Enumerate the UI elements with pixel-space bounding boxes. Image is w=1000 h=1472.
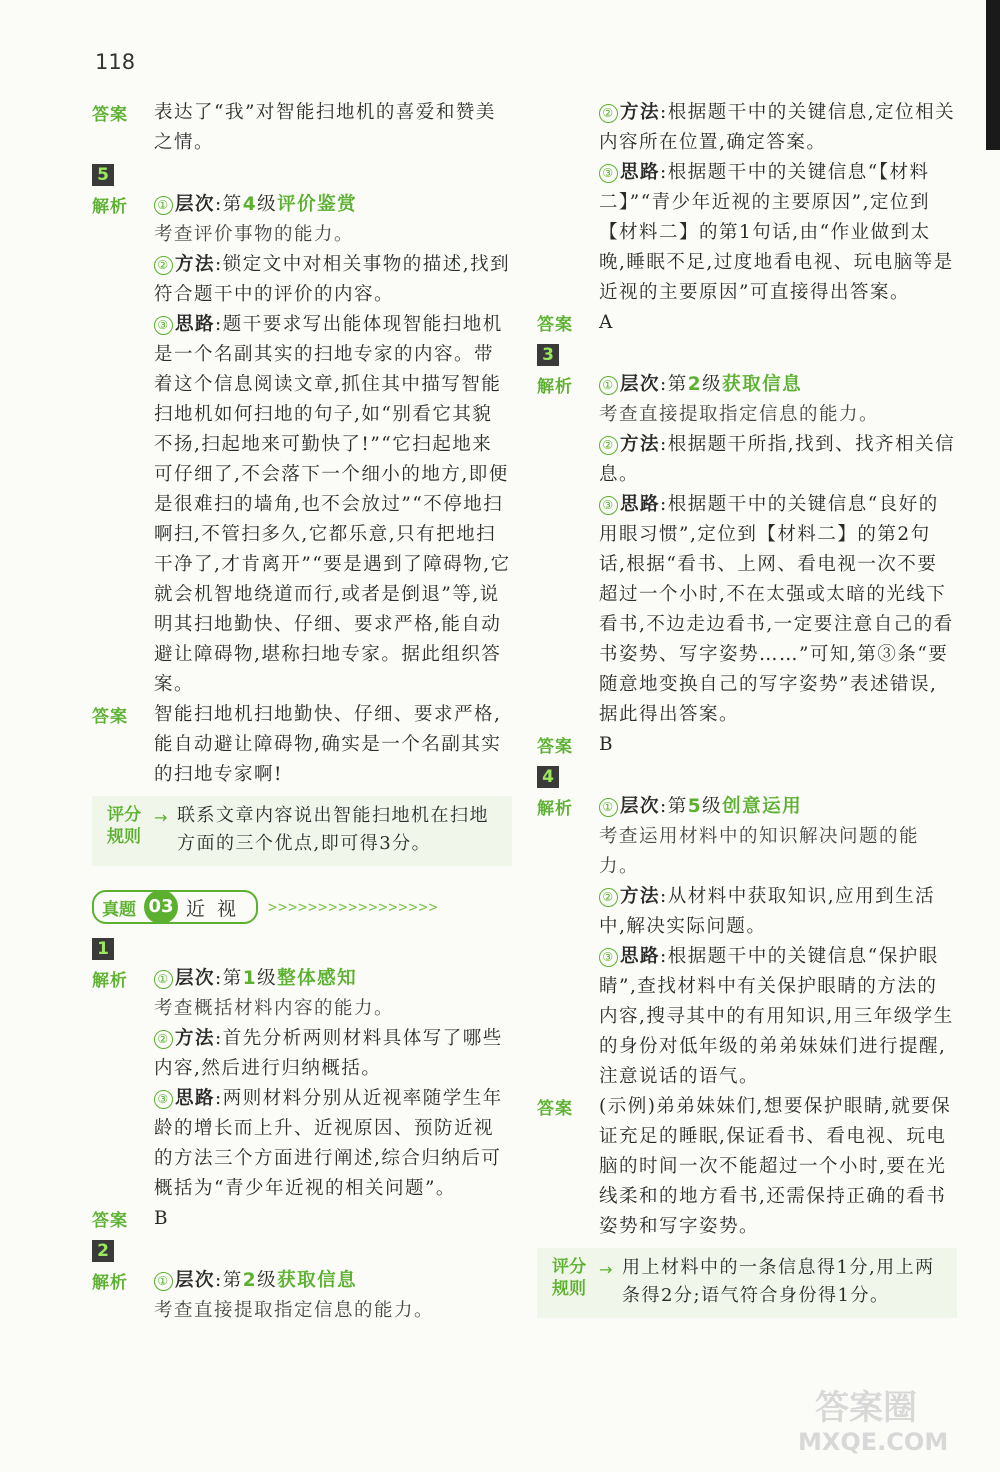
thinking-line: ③ 思路:题干要求写出能体现智能扫地机是一个名副其实的扫地专家的内容。带着这个信息阅读文章,抓住其中描写智能扫地机如何扫地的句子,如“别看它其貌不扬,扫起地来可勤快了!”“它扫起地来可仔细了,不会落下一个细小的地方,即便是很难扫的墙角,也不会放过”“不停地扫啊扫,不管扫多久,它都乐意,只有把地扫干净了,才肯离开”“要是遇到了障碍物,它就会机智地绕道而行,或者是倒退”等,说明其扫地勤快、仔细、要求严格,能自动避让障碍物,堪称扫地专家。据此组织答案。	[154, 314, 511, 695]
answer-tag: 答案	[92, 1211, 128, 1231]
answer-text: (示例)弟弟妹妹们,想要保护眼睛,就要保证充足的睡眠,保证看书、看电视、玩电脑的时间一次不能超过一个小时,要在光线柔和的地方看书,还需保持正确的看书姿势和写字姿势。	[599, 1096, 952, 1237]
answer-block-q1	[92, 1204, 512, 1234]
method-line: ② 方法:首先分析两则材料具体写了哪些内容,然后进行归纳概括。	[154, 1028, 503, 1079]
thinking-line: ③ 思路:根据题干中的关键信息“保护眼睛”,查找材料中有关保护眼睛的方法的内容,搜寻其中的有用知识,用三年级学生的身份对低年级的弟弟妹妹们进行提醒,注意说话的语气。	[599, 946, 954, 1087]
analysis-block-q3	[537, 370, 957, 730]
answer-block-q4	[537, 1092, 957, 1242]
level-line: ① 层次:第2级获取信息	[154, 1266, 512, 1296]
arrow-icon: →	[599, 1260, 613, 1279]
answer-text: A	[599, 312, 614, 333]
score-rule-text: 联系文章内容说出智能扫地机在扫地方面的三个优点,即可得3分。	[177, 805, 489, 854]
level-note: 考查运用材料中的知识解决问题的能力。	[599, 826, 920, 877]
question-number-1: 1	[92, 938, 114, 960]
answer-tag: 答案	[92, 707, 128, 727]
thinking-line: ③ 思路:两则材料分别从近视率随学生年龄的增长而上升、近视原因、预防近视的方法三个方面进行阐述,综合归纳后可概括为“青少年近视的相关问题”。	[154, 1088, 503, 1199]
analysis-block-q1	[92, 964, 512, 1204]
level-line: ① 层次:第2级获取信息	[599, 370, 957, 400]
answer-tag: 答案	[92, 105, 128, 125]
analysis-tag: 解析	[537, 377, 573, 397]
thinking-line: ③ 思路:根据题干中的关键信息“【材料二】”“青少年近视的主要原因”,定位到【材料二】的第1句话,由“作业做到太晚,睡眠不足,过度地看电视、玩电脑等是近视的主要原因”可直接得出答案。	[599, 162, 954, 303]
answer-block-q2	[537, 308, 957, 338]
thinking-line: ③ 思路:根据题干中的关键信息“良好的用眼习惯”,定位到【材料二】的第2句话,根据“看书、上网、看电视一次不要超过一个小时,不在太强或太暗的光线下看书,不边走边看书,一定要注意自己的看书姿势、写字姿势……”可知,第③条“要随意地变换自己的写字姿势”表述错误,据此得出答案。	[599, 494, 954, 725]
score-rule-text: 用上材料中的一条信息得1分,用上两条得2分;语气符合身份得1分。	[622, 1257, 935, 1306]
answer-text: 智能扫地机扫地勤快、仔细、要求严格,能自动避让障碍物,确实是一个名副其实的扫地专家啊!	[154, 704, 502, 785]
level-note: 考查直接提取指定信息的能力。	[599, 404, 880, 425]
watermark-logo: 答案圈	[815, 1388, 917, 1428]
answer-tag: 答案	[537, 1099, 573, 1119]
section-number: 03	[144, 890, 178, 924]
level-note: 考查直接提取指定信息的能力。	[154, 1300, 435, 1321]
analysis-tag: 解析	[92, 197, 128, 217]
answer-text: B	[154, 1208, 170, 1229]
answer-tag: 答案	[537, 315, 573, 335]
section-header	[92, 890, 512, 924]
question-number-4: 4	[537, 766, 559, 788]
method-line: ② 方法:从材料中获取知识,应用到生活中,解决实际问题。	[599, 886, 936, 937]
section-title: 近视	[186, 897, 249, 920]
analysis-block-q4	[537, 792, 957, 1092]
answer-block-q5	[92, 700, 512, 790]
level-line: ① 层次:第4级评价鉴赏	[154, 190, 512, 220]
method-line: ② 方法:锁定文中对相关事物的描述,找到符合题干中的评价的内容。	[154, 254, 511, 305]
answer-block	[92, 98, 512, 158]
analysis-tag: 解析	[92, 971, 128, 991]
answer-block-q3	[537, 730, 957, 760]
analysis-block-q2	[92, 1266, 512, 1326]
level-line: ① 层次:第5级创意运用	[599, 792, 957, 822]
analysis-block-q5	[92, 190, 512, 700]
score-rule-box	[537, 1248, 957, 1318]
arrow-icon: →	[154, 808, 168, 827]
page-number: 118	[95, 50, 136, 74]
score-rule-label: 评分 规则	[552, 1257, 586, 1299]
score-rule-label: 评分 规则	[107, 805, 141, 847]
analysis-tag: 解析	[92, 1273, 128, 1293]
question-number-3: 3	[537, 344, 559, 366]
right-column	[537, 98, 957, 1324]
question-number-2: 2	[92, 1240, 114, 1262]
section-arrows: >>>>>>>>>>>>>>>>>	[268, 898, 439, 916]
level-note: 考查评价事物的能力。	[154, 224, 355, 245]
edge-tab-mark	[986, 0, 1000, 150]
answer-text: 表达了“我”对智能扫地机的喜爱和赞美之情。	[154, 102, 496, 153]
left-column	[92, 98, 512, 1326]
analysis-block-q2-cont	[537, 98, 957, 308]
method-line: ② 方法:根据题干所指,找到、找齐相关信息。	[599, 434, 956, 485]
level-note: 考查概括材料内容的能力。	[154, 998, 395, 1019]
question-number-5: 5	[92, 164, 114, 186]
answer-text: B	[599, 734, 615, 755]
score-rule-box	[92, 796, 512, 866]
method-line: ② 方法:根据题干中的关键信息,定位相关内容所在位置,确定答案。	[599, 102, 956, 153]
level-line: ① 层次:第1级整体感知	[154, 964, 512, 994]
watermark-url: MXQE.COM	[798, 1428, 949, 1456]
analysis-tag: 解析	[537, 799, 573, 819]
section-label: 真题	[102, 899, 136, 920]
answer-tag: 答案	[537, 737, 573, 757]
